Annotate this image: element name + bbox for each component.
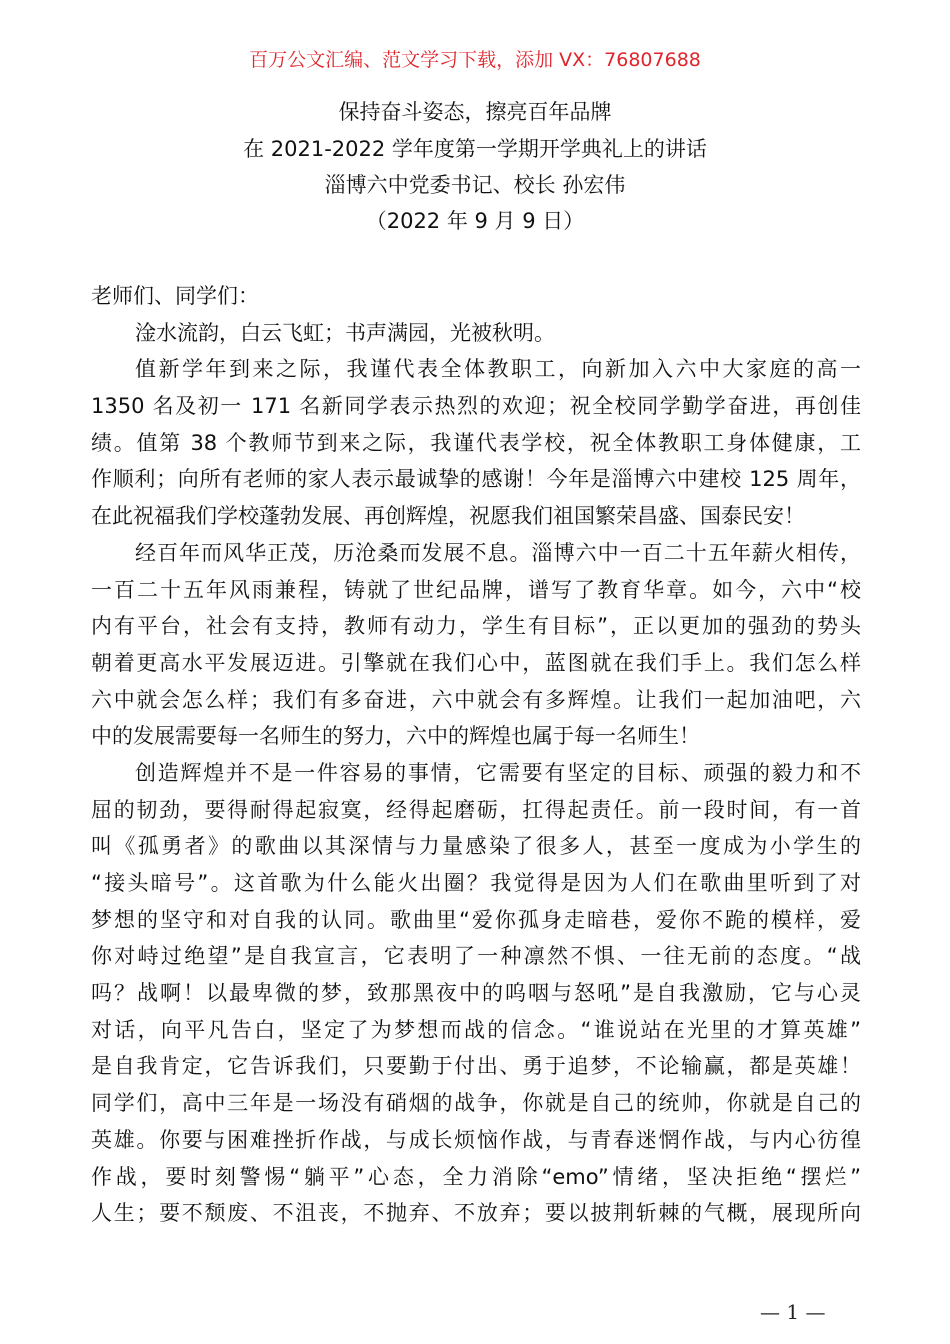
body-line: 在此祝福我们学校蓬勃发展、再创辉煌，祝愿我们祖国繁荣昌盛、国泰民安！ <box>91 504 805 529</box>
body-line: 中的发展需要每一名师生的努力，六中的辉煌也属于每一名师生！ <box>91 724 700 749</box>
body-line: 1350 名及初一 171 名新同学表示热烈的欢迎；祝全校同学勤学奋进，再创佳 <box>91 394 861 419</box>
body-line: 作顺利；向所有老师的家人表示最诚挚的感谢！今年是淄博六中建校 125 周年， <box>91 467 861 492</box>
document-body <box>91 283 861 1237</box>
watermark-text: 百万公文汇编、范文学习下载，添加 VX：76807688 <box>249 49 701 71</box>
page-number: — 1 — <box>760 1300 826 1324</box>
body-line: 吗？战啊！以最卑微的梦，致那黑夜中的呜咽与怒吼”是自我激励，它与心灵 <box>91 981 861 1006</box>
body-line: 内有平台，社会有支持，教师有动力，学生有目标”，正以更加的强劲的势头 <box>91 614 861 639</box>
body-line: 你对峙过绝望”是自我宣言，它表明了一种凛然不惧、一往无前的态度。“战 <box>91 944 861 969</box>
body-line: 作战，要时刻警惕“躺平”心态，全力消除“emo”情绪，坚决拒绝“摆烂” <box>91 1164 861 1189</box>
author-line: 淄博六中党委书记、校长 孙宏伟 <box>324 173 626 197</box>
body-line: 创造辉煌并不是一件容易的事情，它需要有坚定的目标、顽强的毅力和不 <box>135 760 861 785</box>
body-line: 老师们、同学们： <box>91 284 259 308</box>
body-line: 朝着更高水平发展迈进。引擎就在我们心中，蓝图就在我们手上。我们怎么样 <box>91 650 861 675</box>
body-line: 绩。值第 38 个教师节到来之际，我谨代表学校，祝全体教职工身体健康，工 <box>91 430 861 455</box>
document-subtitle: 在 2021-2022 学年度第一学期开学典礼上的讲话 <box>243 137 707 161</box>
body-line: 同学们，高中三年是一场没有硝烟的战争，你就是自己的统帅，你就是自己的 <box>91 1091 861 1116</box>
body-line: 一百二十五年风雨兼程，铸就了世纪品牌，谱写了教育华章。如今，六中“校 <box>91 577 861 602</box>
body-line: 屈的韧劲，要得耐得起寂寞，经得起磨砺，扛得起责任。前一段时间，有一首 <box>91 797 861 822</box>
body-line: “接头暗号”。这首歌为什么能火出圈？我觉得是因为人们在歌曲里听到了对 <box>91 871 861 895</box>
body-line: 人生；要不颓废、不沮丧，不抛弃、不放弃；要以披荆斩棘的气概，展现所向 <box>91 1201 861 1226</box>
body-line: 值新学年到来之际，我谨代表全体教职工，向新加入六中大家庭的高一 <box>135 357 861 382</box>
body-line: 淦水流韵，白云飞虹；书声满园，光被秋明。 <box>135 320 555 345</box>
document-title: 保持奋斗姿态，擦亮百年品牌 <box>338 100 612 124</box>
body-line: 六中就会怎么样；我们有多奋进，六中就会有多辉煌。让我们一起加油吧，六 <box>91 687 861 712</box>
body-line: 英雄。你要与困难挫折作战，与成长烦恼作战，与青春迷惘作战，与内心彷徨 <box>91 1127 861 1152</box>
body-line: 对话，向平凡告白，坚定了为梦想而战的信念。“谁说站在光里的才算英雄” <box>91 1017 861 1042</box>
body-line: 经百年而风华正茂，历沧桑而发展不息。淄博六中一百二十五年薪火相传， <box>135 540 861 565</box>
date-line: （2022 年 9 月 9 日） <box>365 209 585 233</box>
body-line: 梦想的坚守和对自我的认同。歌曲里“爱你孤身走暗巷，爱你不跪的模样，爱 <box>91 907 861 932</box>
body-line: 是自我肯定，它告诉我们，只要勤于付出、勇于追梦，不论输赢，都是英雄！ <box>91 1054 861 1079</box>
body-line: 叫《孤勇者》的歌曲以其深情与力量感染了很多人，甚至一度成为小学生的 <box>91 834 861 859</box>
